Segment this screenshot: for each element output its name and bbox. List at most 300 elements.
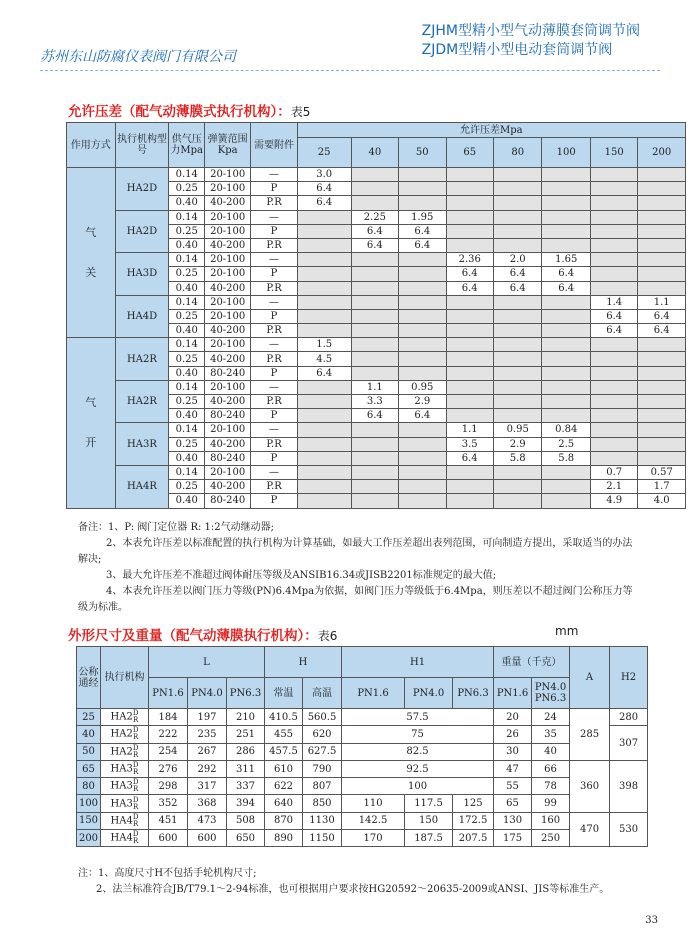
value-cell xyxy=(590,366,637,380)
dn-cell: 200 xyxy=(77,830,101,847)
spec-cell: P.R xyxy=(251,238,297,252)
spec-cell: — xyxy=(251,423,297,437)
value-cell: 3.5 xyxy=(446,437,493,451)
actuator-suffix xyxy=(133,831,139,845)
spec-cell: 40-200 xyxy=(205,281,251,295)
header-dn-40: 40 xyxy=(351,138,398,168)
value-cell xyxy=(638,409,686,423)
note-line: 2、法兰标准符合JB/T79.1～2-94标准，也可根据用户要求按HG20592～20635-2009或ANSI、JIS等标准生产。 xyxy=(96,884,610,895)
header-divider xyxy=(40,70,660,71)
L-cell: 451 xyxy=(149,812,188,829)
weight-cell: 20 xyxy=(494,709,532,726)
H-cell: 807 xyxy=(303,778,342,795)
H-cell: 620 xyxy=(303,726,342,743)
value-cell xyxy=(399,196,446,210)
H1-cell: 57.5 xyxy=(342,709,494,726)
value-cell xyxy=(351,182,398,196)
header-dn-65: 65 xyxy=(446,138,493,168)
header-accessory: 需要附件 xyxy=(251,123,297,168)
value-cell xyxy=(638,224,686,238)
table6-notes xyxy=(78,866,638,898)
value-cell xyxy=(446,309,493,323)
header-h1-pn16: PN1.6 xyxy=(342,678,405,709)
value-cell: 5.8 xyxy=(542,451,591,465)
value-cell xyxy=(297,480,351,494)
value-cell xyxy=(297,309,351,323)
value-cell xyxy=(351,437,398,451)
value-cell xyxy=(638,366,686,380)
H1-cell: 170 xyxy=(342,830,405,847)
suffix-r: R xyxy=(133,819,139,828)
table-row xyxy=(77,743,648,760)
value-cell xyxy=(446,338,493,352)
value-cell xyxy=(399,480,446,494)
spec-cell: P xyxy=(251,309,297,323)
H1-cell: 92.5 xyxy=(342,760,494,777)
header-weight: 重量（千克） xyxy=(494,647,570,678)
value-cell: 1.1 xyxy=(446,423,493,437)
header-w-pn16: PN1.6 xyxy=(494,678,532,709)
header-mode: 作用方式 xyxy=(67,123,116,168)
A-cell: 285 xyxy=(570,709,610,761)
value-cell: 6.4 xyxy=(590,324,637,338)
value-cell xyxy=(297,224,351,238)
value-cell xyxy=(590,267,637,281)
value-cell xyxy=(297,253,351,267)
value-cell xyxy=(542,210,591,224)
L-cell: 508 xyxy=(227,812,265,829)
value-cell: 1.95 xyxy=(399,210,446,224)
H-cell: 890 xyxy=(265,830,303,847)
value-cell xyxy=(493,309,542,323)
spec-cell: 0.14 xyxy=(169,253,205,267)
value-cell xyxy=(590,437,637,451)
value-cell: 4.0 xyxy=(638,494,686,508)
value-cell xyxy=(638,338,686,352)
value-cell: 0.7 xyxy=(590,465,637,479)
value-cell xyxy=(399,253,446,267)
value-cell xyxy=(638,437,686,451)
value-cell xyxy=(590,224,637,238)
H-cell: 455 xyxy=(265,726,303,743)
spec-cell: 40-200 xyxy=(205,437,251,451)
table5-title-text: 允许压差（配气动薄膜式执行机构）： xyxy=(68,104,291,120)
value-cell: 6.4 xyxy=(297,182,351,196)
header-L: L xyxy=(149,647,265,678)
weight-cell: 99 xyxy=(532,795,570,812)
actuator-model: HA2 xyxy=(110,728,133,740)
spec-cell: 0.25 xyxy=(169,480,205,494)
spec-cell: 40-200 xyxy=(205,480,251,494)
L-cell: 222 xyxy=(149,726,188,743)
H-cell: 560.5 xyxy=(303,709,342,726)
L-cell: 600 xyxy=(188,830,227,847)
value-cell: 6.4 xyxy=(493,267,542,281)
spec-cell: 20-100 xyxy=(205,210,251,224)
value-cell xyxy=(493,210,542,224)
value-cell xyxy=(542,465,591,479)
suffix-r: R xyxy=(133,785,139,794)
value-cell xyxy=(351,338,398,352)
spec-cell: P.R xyxy=(251,196,297,210)
spec-cell: — xyxy=(251,210,297,224)
spec-cell: P.R xyxy=(251,352,297,366)
L-cell: 292 xyxy=(188,760,227,777)
value-cell xyxy=(638,352,686,366)
table-row xyxy=(67,253,686,267)
H2-cell: 280 xyxy=(610,709,648,726)
value-cell xyxy=(297,395,351,409)
spec-cell: 40-200 xyxy=(205,196,251,210)
table6-label: 表6 xyxy=(317,629,338,643)
value-cell xyxy=(399,295,446,309)
mode-cell xyxy=(67,168,116,338)
product-title-2: ZJDM型精小型电动套筒调节阀 xyxy=(421,42,613,58)
actuator-suffix xyxy=(133,710,139,724)
spec-cell: 0.14 xyxy=(169,465,205,479)
suffix-d: D xyxy=(132,795,139,804)
value-cell: 0.57 xyxy=(638,465,686,479)
value-cell: 6.4 xyxy=(638,324,686,338)
value-cell xyxy=(638,267,686,281)
mode-char: 开 xyxy=(85,435,97,449)
H1-cell: 75 xyxy=(342,726,494,743)
L-cell: 337 xyxy=(227,778,265,795)
value-cell: 6.4 xyxy=(399,409,446,423)
actuator-suffix xyxy=(133,814,139,828)
spec-cell: 20-100 xyxy=(205,309,251,323)
header-H2: H2 xyxy=(610,647,648,709)
header-w-pn4063: PN4.0 PN6.3 xyxy=(532,678,570,709)
value-cell xyxy=(542,480,591,494)
spec-cell: 40-200 xyxy=(205,324,251,338)
H1-cell: 142.5 xyxy=(342,812,405,829)
value-cell xyxy=(638,380,686,394)
spec-cell: 0.40 xyxy=(169,196,205,210)
value-cell xyxy=(590,423,637,437)
value-cell xyxy=(493,338,542,352)
suffix-d: D xyxy=(132,709,139,718)
page-number: 33 xyxy=(645,915,658,926)
spec-cell: 0.40 xyxy=(169,409,205,423)
spec-cell: 20-100 xyxy=(205,338,251,352)
spec-cell: 20-100 xyxy=(205,168,251,182)
value-cell: 0.84 xyxy=(542,423,591,437)
value-cell: 6.4 xyxy=(351,409,398,423)
value-cell xyxy=(297,267,351,281)
value-cell xyxy=(638,281,686,295)
allowed-pressure-table xyxy=(66,122,686,509)
actuator-model: HA2 xyxy=(110,746,133,758)
suffix-d: D xyxy=(132,778,139,787)
spec-cell: — xyxy=(251,338,297,352)
model-cell: HA2R xyxy=(115,338,169,381)
model-cell: HA3R xyxy=(115,423,169,466)
value-cell: 1.1 xyxy=(638,295,686,309)
value-cell xyxy=(542,168,591,182)
value-cell: 6.4 xyxy=(446,267,493,281)
value-cell xyxy=(590,451,637,465)
value-cell xyxy=(351,423,398,437)
value-cell xyxy=(351,480,398,494)
value-cell xyxy=(399,423,446,437)
dn-cell: 150 xyxy=(77,812,101,829)
mode-char: 关 xyxy=(85,265,97,279)
spec-cell: 0.40 xyxy=(169,494,205,508)
table-row xyxy=(67,210,686,224)
actuator-suffix xyxy=(133,762,139,776)
weight-cell: 130 xyxy=(494,812,532,829)
value-cell xyxy=(493,366,542,380)
value-cell xyxy=(446,480,493,494)
value-cell xyxy=(590,409,637,423)
header-dn-25: 25 xyxy=(297,138,351,168)
value-cell: 6.4 xyxy=(351,224,398,238)
header-dn-100: 100 xyxy=(542,138,591,168)
mode-cell xyxy=(67,338,116,508)
spec-cell: 0.25 xyxy=(169,224,205,238)
actuator-cell xyxy=(101,726,149,743)
weight-cell: 26 xyxy=(494,726,532,743)
value-cell xyxy=(297,494,351,508)
value-cell xyxy=(493,324,542,338)
value-cell xyxy=(446,465,493,479)
spec-cell: 80-240 xyxy=(205,409,251,423)
table-row xyxy=(67,423,686,437)
value-cell xyxy=(399,168,446,182)
actuator-cell xyxy=(101,709,149,726)
value-cell xyxy=(399,267,446,281)
suffix-r: R xyxy=(133,768,139,777)
value-cell: 2.5 xyxy=(542,437,591,451)
table-row xyxy=(67,338,686,352)
note-line: 4、本表允许压差以阀门压力等级(PN)6.4Mpa为依据，如阀门压力等级低于6.4Mpa，则压差以不超过阀门公称压力等级为标准。 xyxy=(78,586,633,613)
value-cell: 6.4 xyxy=(590,309,637,323)
value-cell: 2.25 xyxy=(351,210,398,224)
value-cell xyxy=(446,366,493,380)
value-cell: 6.4 xyxy=(446,281,493,295)
value-cell xyxy=(542,295,591,309)
value-cell xyxy=(399,437,446,451)
header-H: H xyxy=(265,647,342,678)
table-row xyxy=(77,709,648,726)
L-cell: 251 xyxy=(227,726,265,743)
spec-cell: P.R xyxy=(251,324,297,338)
suffix-d: D xyxy=(132,726,139,735)
actuator-model: HA3 xyxy=(110,780,133,792)
H1-cell: 187.5 xyxy=(405,830,453,847)
value-cell: 6.4 xyxy=(542,267,591,281)
suffix-r: R xyxy=(133,716,139,725)
value-cell xyxy=(542,224,591,238)
product-titles xyxy=(422,22,640,60)
spec-cell: 0.25 xyxy=(169,267,205,281)
weight-cell: 30 xyxy=(494,743,532,760)
header-spring: 弹簧范围Kpa xyxy=(205,123,251,168)
value-cell xyxy=(638,451,686,465)
value-cell xyxy=(297,437,351,451)
value-cell: 6.4 xyxy=(351,238,398,252)
spec-cell: P.R xyxy=(251,437,297,451)
value-cell xyxy=(446,380,493,394)
H1-cell: 110 xyxy=(342,795,405,812)
spec-cell: 0.14 xyxy=(169,168,205,182)
table-row xyxy=(77,795,648,812)
spec-cell: — xyxy=(251,465,297,479)
value-cell xyxy=(351,168,398,182)
value-cell: 6.4 xyxy=(399,224,446,238)
value-cell xyxy=(351,352,398,366)
value-cell: 6.4 xyxy=(446,451,493,465)
weight-cell: 78 xyxy=(532,778,570,795)
value-cell xyxy=(446,409,493,423)
spec-cell: — xyxy=(251,295,297,309)
L-cell: 184 xyxy=(149,709,188,726)
L-cell: 235 xyxy=(188,726,227,743)
value-cell xyxy=(590,196,637,210)
H-cell: 457.5 xyxy=(265,743,303,760)
value-cell xyxy=(297,238,351,252)
mode-char: 气 xyxy=(85,225,97,239)
header-actuator: 执行机构 xyxy=(101,647,149,709)
value-cell xyxy=(493,352,542,366)
weight-cell: 66 xyxy=(532,760,570,777)
weight-cell: 55 xyxy=(494,778,532,795)
value-cell xyxy=(446,324,493,338)
actuator-model: HA3 xyxy=(110,763,133,775)
spec-cell: P.R xyxy=(251,281,297,295)
H-cell: 622 xyxy=(265,778,303,795)
H1-cell: 207.5 xyxy=(453,830,494,847)
spec-cell: 0.25 xyxy=(169,309,205,323)
dn-cell: 65 xyxy=(77,760,101,777)
H-cell: 870 xyxy=(265,812,303,829)
value-cell xyxy=(638,395,686,409)
value-cell xyxy=(297,423,351,437)
spec-cell: 80-240 xyxy=(205,366,251,380)
value-cell xyxy=(542,352,591,366)
spec-cell: 80-240 xyxy=(205,451,251,465)
actuator-suffix xyxy=(133,797,139,811)
spec-cell: 20-100 xyxy=(205,423,251,437)
value-cell xyxy=(446,352,493,366)
value-cell xyxy=(493,295,542,309)
dn-cell: 100 xyxy=(77,795,101,812)
L-cell: 286 xyxy=(227,743,265,760)
value-cell: 6.4 xyxy=(399,238,446,252)
dimensions-table xyxy=(76,646,648,847)
table5-notes xyxy=(78,520,638,616)
note-line: 3、最大允许压差不准超过阀体耐压等级及ANSIB16.34或JISB2201标准规定的最大值; xyxy=(106,570,497,581)
note-line: 注：1、高度尺寸H不包括手轮机构尺寸; xyxy=(78,868,257,879)
table-row xyxy=(77,760,648,777)
value-cell xyxy=(590,182,637,196)
suffix-d: D xyxy=(132,743,139,752)
value-cell xyxy=(493,395,542,409)
header-dn: 公称通经 xyxy=(77,647,101,709)
value-cell xyxy=(446,168,493,182)
table5-title xyxy=(68,100,310,120)
value-cell: 6.4 xyxy=(297,196,351,210)
H1-cell: 100 xyxy=(342,778,494,795)
value-cell xyxy=(638,210,686,224)
H-cell: 1150 xyxy=(303,830,342,847)
H1-cell: 172.5 xyxy=(453,812,494,829)
header-allowed: 允许压差Mpa xyxy=(297,123,685,138)
value-cell xyxy=(399,494,446,508)
weight-cell: 47 xyxy=(494,760,532,777)
spec-cell: 20-100 xyxy=(205,182,251,196)
value-cell: 0.95 xyxy=(493,423,542,437)
header-pn63: PN6.3 xyxy=(227,678,265,709)
spec-cell: 0.14 xyxy=(169,423,205,437)
table-row xyxy=(77,812,648,829)
value-cell xyxy=(493,238,542,252)
table-row xyxy=(77,778,648,795)
value-cell xyxy=(493,409,542,423)
spec-cell: 80-240 xyxy=(205,494,251,508)
spec-cell: 20-100 xyxy=(205,253,251,267)
header-supply: 供气压力Mpa xyxy=(169,123,205,168)
spec-cell: P xyxy=(251,494,297,508)
suffix-r: R xyxy=(133,802,139,811)
actuator-model: HA4 xyxy=(110,832,133,844)
value-cell xyxy=(542,494,591,508)
value-cell xyxy=(297,465,351,479)
value-cell: 5.8 xyxy=(493,451,542,465)
value-cell xyxy=(590,210,637,224)
value-cell xyxy=(399,451,446,465)
L-cell: 267 xyxy=(188,743,227,760)
value-cell: 1.1 xyxy=(351,380,398,394)
value-cell xyxy=(297,409,351,423)
value-cell xyxy=(590,338,637,352)
actuator-cell xyxy=(101,743,149,760)
company-name: 苏州东山防腐仪表阀门有限公司 xyxy=(40,49,236,65)
value-cell: 4.9 xyxy=(590,494,637,508)
table6-title-text: 外形尺寸及重量（配气动薄膜执行机构）： xyxy=(68,628,318,644)
value-cell xyxy=(638,182,686,196)
weight-cell: 65 xyxy=(494,795,532,812)
H2-cell: 530 xyxy=(610,812,648,847)
spec-cell: 0.25 xyxy=(169,395,205,409)
value-cell xyxy=(493,196,542,210)
suffix-d: D xyxy=(132,812,139,821)
value-cell xyxy=(446,494,493,508)
value-cell xyxy=(542,366,591,380)
spec-cell: 0.40 xyxy=(169,281,205,295)
spec-cell: P xyxy=(251,267,297,281)
value-cell xyxy=(590,168,637,182)
value-cell xyxy=(493,168,542,182)
spec-cell: — xyxy=(251,380,297,394)
spec-cell: P xyxy=(251,409,297,423)
value-cell: 2.9 xyxy=(493,437,542,451)
H-cell: 410.5 xyxy=(265,709,303,726)
value-cell: 3.3 xyxy=(351,395,398,409)
value-cell: 2.9 xyxy=(399,395,446,409)
unit-label: mm xyxy=(555,624,579,638)
value-cell: 2.0 xyxy=(493,253,542,267)
L-cell: 473 xyxy=(188,812,227,829)
header-normal: 常温 xyxy=(265,678,303,709)
value-cell xyxy=(446,238,493,252)
value-cell xyxy=(297,295,351,309)
H1-cell: 82.5 xyxy=(342,743,494,760)
spec-cell: 0.40 xyxy=(169,366,205,380)
value-cell: 1.7 xyxy=(638,480,686,494)
header-pn16: PN1.6 xyxy=(149,678,188,709)
